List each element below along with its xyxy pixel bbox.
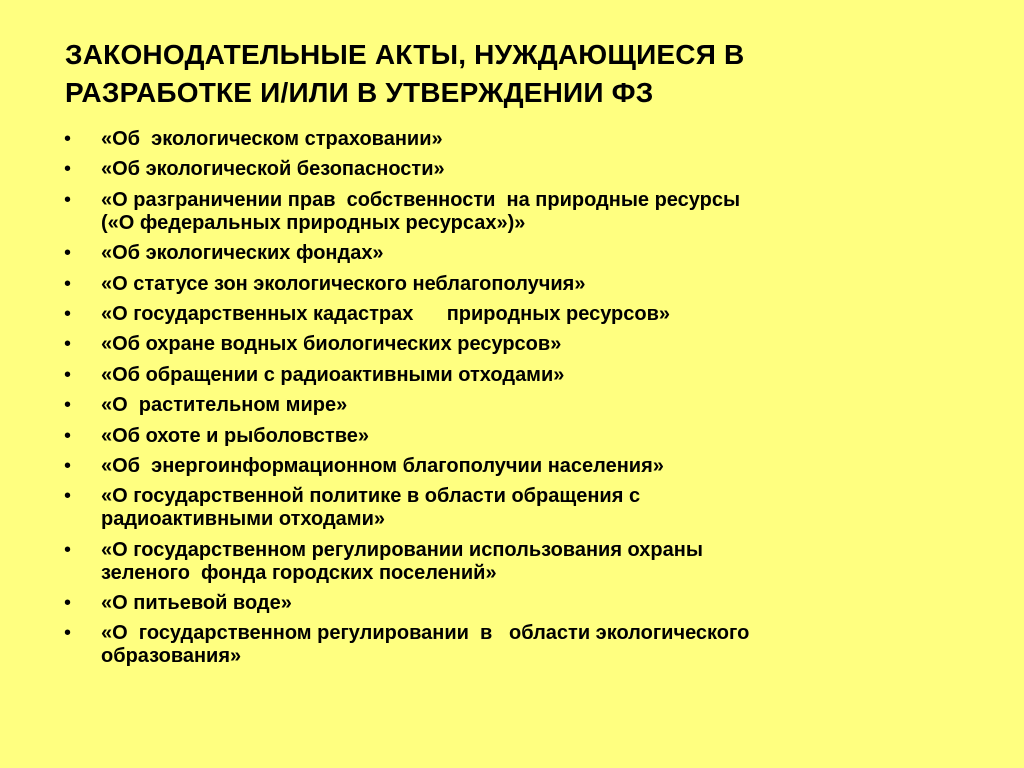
list-item-text: «О государственных кадастрах природных ресурсов» <box>101 302 671 325</box>
bullet-icon: • <box>64 128 72 150</box>
bullet-icon: • <box>64 592 72 615</box>
list-item <box>64 273 964 296</box>
list-item-text: «Об экологическом страховании» <box>101 128 443 150</box>
list-item <box>64 242 964 265</box>
list-item <box>64 333 964 356</box>
list-item-text: «О питьевой воде» <box>101 592 292 615</box>
bullet-icon: • <box>64 302 72 325</box>
list-item-text: «О растительном мире» <box>101 394 348 417</box>
bullet-icon: • <box>64 272 72 295</box>
list-item-text: «Об экологической безопасности» <box>101 158 445 181</box>
list-item <box>64 158 964 181</box>
bullet-icon: • <box>64 158 72 181</box>
list-item <box>64 592 964 615</box>
bullet-list <box>64 128 964 676</box>
slide-title-line-2: РАЗРАБОТКЕ И/ИЛИ В УТВЕРЖДЕНИИ ФЗ <box>65 77 654 108</box>
bullet-icon: • <box>64 485 72 508</box>
list-item-text: «О государственной политике в области обращения с радиоактивными отходами» <box>101 485 641 531</box>
bullet-icon: • <box>64 242 72 265</box>
slide-title-line-1: ЗАКОНОДАТЕЛЬНЫЕ АКТЫ, НУЖДАЮЩИЕСЯ В <box>65 39 745 70</box>
list-item-text: «Об экологических фондах» <box>101 242 384 265</box>
list-item-text: «О разграничении прав собственности на природные ресурсы («О федеральных природных ресурсах»)» <box>101 188 741 234</box>
list-item <box>64 189 964 235</box>
bullet-icon: • <box>64 363 72 386</box>
list-item <box>64 425 964 448</box>
list-item <box>64 622 964 668</box>
list-item-text: «О государственном регулировании в области экологического образования» <box>101 622 750 668</box>
bullet-icon: • <box>64 394 72 417</box>
list-item <box>64 303 964 326</box>
list-item-text: «О государственном регулировании использования охраны зеленого фонда городских поселений» <box>101 538 703 584</box>
list-item-text: «О статусе зон экологического неблагополучия» <box>101 272 586 295</box>
bullet-icon: • <box>64 424 72 447</box>
list-item <box>64 364 964 387</box>
list-item <box>64 394 964 417</box>
list-item <box>64 485 964 531</box>
bullet-icon: • <box>64 622 72 645</box>
slide-title <box>65 36 965 112</box>
list-item <box>64 455 964 478</box>
list-item-text: «Об охоте и рыболовстве» <box>101 424 369 447</box>
list-item <box>64 128 964 151</box>
bullet-icon: • <box>64 188 72 211</box>
list-item-text: «Об энергоинформационном благополучии населения» <box>101 454 664 477</box>
list-item-text: «Об охране водных биологических ресурсов» <box>101 333 562 356</box>
bullet-icon: • <box>64 538 72 561</box>
list-item-text: «Об обращении с радиоактивными отходами» <box>101 363 565 386</box>
bullet-icon: • <box>64 454 72 477</box>
list-item <box>64 539 964 585</box>
bullet-icon: • <box>64 333 72 356</box>
